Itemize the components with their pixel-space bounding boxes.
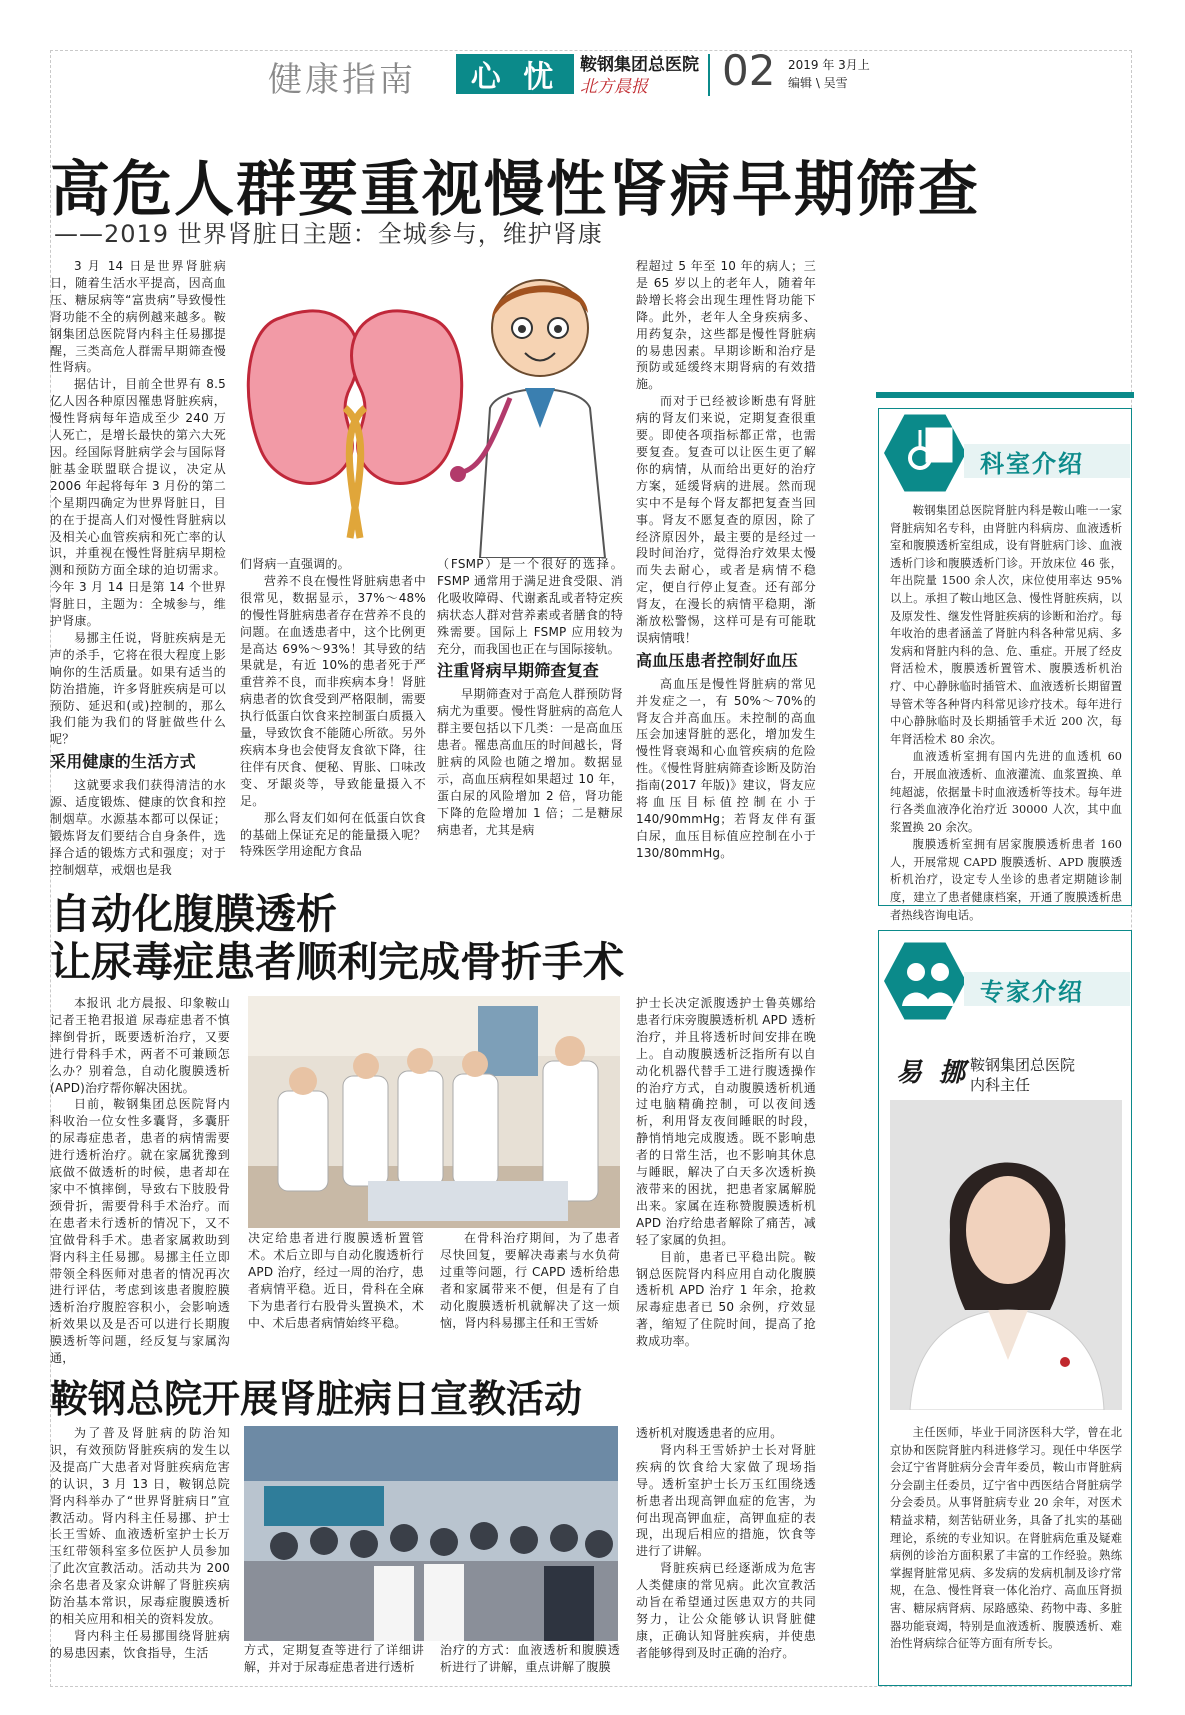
paragraph: 目前，患者已平稳出院。鞍钢总医院肾内科应用自动化腹膜透析机 APD 治疗 1 年余，抢救尿毒症患者已 50 余例，疗效显著，缩短了住院时间，提高了抢救成功率。 bbox=[636, 1249, 816, 1349]
article1-title: 高危人群要重视慢性肾病早期筛查 bbox=[50, 155, 980, 225]
subheading: 高血压患者控制好血压 bbox=[636, 650, 799, 670]
brand-logo: 心 忧 bbox=[456, 54, 574, 94]
paragraph: 们肾病一直强调的。 bbox=[240, 557, 350, 571]
expert-role: 内科主任 bbox=[970, 1076, 1031, 1094]
paragraph: 据估计，目前全世界有 8.5 亿人因各种原因罹患肾脏疾病，慢性肾病每年造成至少 240 万人死亡，是增长最快的第六大死因。经国际肾脏病学会与国际肾脏基金联盟联合提议，决定从 2006 年起将每年 3 月份的第二个星期四确定为世界肾脏日，目的在于提高人们对慢性肾脏病以及相关心血管疾病和死亡率的认识，并重视在慢性肾脏病早期检测和预防方面全球的迫切需求。今年 3 月 14 日是第 14 个世界肾脏日，主题为：全城参与，维护肾康。 bbox=[50, 377, 226, 629]
paragraph: 3 月 14 日是世界肾脏病日，随着生活水平提高，因高血压、糖尿病等“富贵病”导致慢性肾功能不全的病例越来越多。鞍钢集团总医院肾内科主任易挪提醒，三类高危人群需早期筛查慢性肾病。 bbox=[50, 259, 226, 375]
article2-col2 bbox=[248, 1230, 424, 1331]
paragraph: 血液透析室拥有国内先进的血透机 60 台，开展血液透析、血液灌流、血浆置换、单纯超滤，依据量卡时血液透析等技术。每年进行各类血液净化治疗近 30000 人次，其中血浆置换 20 余次。 bbox=[890, 750, 1122, 834]
expert-org: 鞍钢集团总医院 bbox=[970, 1056, 1076, 1074]
paragraph: 主任医师，毕业于同济医科大学，曾在北京协和医院肾脏内科进修学习。现任中华医学会辽宁省肾脏病分会青年委员，鞍山市肾脏病分会副主任委员，辽宁省中西医结合肾脏病学分会委员。从事肾脏病专业 20 余年，对医术精益求精，刻苦钻研业务，具备了扎实的基础理论，系统的专业知识。在肾脏病危重及疑难病例的诊治方面积累了丰富的工作经验。熟练掌握肾脏常见病、多发病的发病机制及诊疗常规，在急、慢性肾衰一体化治疗、高血压肾损害、糖尿病肾病、尿路感染、药物中毒、多脏器功能衰竭，特别是血液透析、腹膜透析、难治性肾病综合征等方面有所专长。 bbox=[890, 1426, 1122, 1651]
article3-col1 bbox=[50, 1425, 230, 1662]
paragraph: 腹膜透析室拥有居家腹膜透析患者 160 人，开展常规 CAPD 腹膜透析、APD 腹膜透析机治疗，设定专人坐诊的患者定期随诊制度，建立了患者健康档案，开通了腹膜透析患者热线咨询电话。 bbox=[890, 838, 1122, 922]
dept-intro bbox=[890, 502, 1122, 924]
article1-col3 bbox=[437, 556, 623, 839]
sidebar-top-rule bbox=[876, 392, 1134, 398]
article3-col2 bbox=[244, 1642, 424, 1676]
expert-portrait bbox=[890, 1100, 1122, 1410]
article2-title bbox=[50, 890, 624, 986]
paragraph: 在骨科治疗期间，为了患者尽快回复，要解决毒素与水负荷过重等问题，行 CAPD 透析给患者和家属带来不便，但是有了自动化腹膜透析机就解决了这一烦恼，肾内科易挪主任和王雪娇 bbox=[440, 1231, 620, 1330]
paragraph: 肾内科王雪娇护士长对肾脏疾病的饮食给大家做了现场指导。透析室护士长万玉红围绕透析患者出现高钾血症的危害，为何出现高钾血症，高钾血症的表现，出现后相应的措施，饮食等进行了讲解。 bbox=[636, 1442, 816, 1559]
paragraph: 决定给患者进行腹膜透析置管术。术后立即与自动化腹透析行 APD 治疗，经过一周的治疗，患者病情平稳。近日，骨科在全麻下为患者行右股骨头置换术，术中、术后患者病情始终平稳。 bbox=[248, 1231, 424, 1330]
paragraph: 肾内科主任易挪围绕肾脏病的易患因素，饮食指导，生活 bbox=[50, 1628, 230, 1660]
article1-col2 bbox=[240, 556, 426, 860]
expert-bio bbox=[890, 1424, 1122, 1653]
paragraph: 本报讯 北方晨报、印象鞍山记者王艳君报道 尿毒症患者不慎摔倒骨折，既要透析治疗，又要进行骨科手术，两者不可兼顾怎么办？别着急，自动化腹膜透析(APD)治疗帮你解决困扰。 bbox=[50, 996, 230, 1095]
paper-name: 北方晨报 bbox=[580, 77, 648, 97]
paragraph: 高血压是慢性肾脏病的常见并发症之一，有 50%～70%的肾友合并高血压。未控制的高血压会加速肾脏的恶化，增加发生慢性肾衰竭和心血管疾病的危险性。《慢性肾脏病筛查诊断及防治指南(2017 年版)》建议，肾友应将血压目标值控制在小于 140/90mmHg；若肾友伴有蛋白尿，血压目标值应控制在小于 130/80mmHg。 bbox=[636, 676, 816, 860]
editor-credit: 编辑 \ 吴雪 bbox=[788, 76, 848, 90]
subheading: 注重肾病早期筛查复查 bbox=[437, 661, 600, 681]
paragraph: 那么肾友们如何在低蛋白饮食的基础上保证充足的能量摄入呢？特殊医学用途配方食品 bbox=[240, 810, 426, 859]
page-number: 02 bbox=[722, 46, 776, 95]
paragraph: 日前，鞍钢集团总医院肾内科收治一位女性多囊肾，多囊肝的尿毒症患者，患者的病情需要进行透析治疗。就在家属犹豫到底做不做透析的时候，患者却在家中不慎摔倒，导致右下肢股骨颈骨折，需要骨科手术治疗。而在患者未行透析的情况下，又不宜做骨科手术。患者家属救助到肾内科主任易挪。易挪主任立即带领全科医师对患者的情况再次进行评估，考虑到该患者腹腔膜透析治疗腹腔容积小，会影响透析效果以及是否可以进行长期腹膜透析等问题，经反复与家属沟通， bbox=[50, 1097, 230, 1366]
paragraph: 早期筛查对于高危人群预防肾病尤为重要。慢性肾脏病的高危人群主要包括以下几类：一是高血压患者。罹患高血压的时间越长，肾脏病的风险也随之增加。数据显示，高血压病程如果超过 10 年，蛋白尿的风险增加 2 倍，肾功能下降的危险增加 1 倍；二是糖尿病患者，尤其是病 bbox=[437, 687, 623, 837]
article3-title: 鞍钢总院开展肾脏病日宣教活动 bbox=[50, 1377, 583, 1421]
article2-col3 bbox=[440, 1230, 620, 1331]
title-line: 让尿毒症患者顺利完成骨折手术 bbox=[50, 938, 624, 986]
ward-photo bbox=[248, 996, 620, 1228]
paragraph: 而对于已经被诊断患有肾脏病的肾友们来说，定期复查很重要。即使各项指标都正常，也需要复查。复查可以让医生更了解你的病情，从而给出更好的治疗方案，延缓肾病的进展。然而现实中不是每个肾友都把复查当回事。肾友不愿复查的原因，除了经济原因外，最主要的是经过一段时间治疗，觉得治疗效果太慢而失去耐心，或者是病情不稳定，便自行停止复查。还有部分肾友，在漫长的病情平稳期，渐渐放松警惕，这样可是有可能耽误病情哦！ bbox=[636, 394, 816, 645]
section-title: 健康指南 bbox=[268, 60, 416, 100]
people-icon bbox=[898, 954, 958, 1014]
title-line: 自动化腹膜透析 bbox=[50, 890, 337, 938]
article2-col1 bbox=[50, 995, 230, 1367]
article1-col1 bbox=[50, 258, 226, 879]
paragraph: 这就要求我们获得清洁的水源、适度锻炼、健康的饮食和控制烟草。水源基本都可以保证；锻炼肾友们要结合自身条件，选择合适的锻炼方式和强度；对于控制烟草，戒烟也是我 bbox=[50, 778, 226, 877]
paragraph: 为了普及肾脏病的防治知识，有效预防肾脏疾病的发生以及提高广大患者对肾脏疾病危害的认识，3 月 13 日，鞍钢总院肾内科举办了“世界肾脏病日”宣教活动。肾内科主任易挪、护士长王雪娇、血液透析室护士长万玉红带领科室多位医护人员参加了此次宣教活动。活动共为 200 余名患者及家众讲解了肾脏疾病防治基本常识，尿毒症腹膜透析的相关应用和相关的资料发放。 bbox=[50, 1426, 230, 1626]
hospital-name: 鞍钢集团总医院 bbox=[580, 55, 699, 75]
paragraph: 方式，定期复查等进行了详细讲解，并对于尿毒症患者进行透析 bbox=[244, 1643, 424, 1674]
clipboard-icon bbox=[900, 420, 960, 480]
paragraph: 营养不良在慢性肾脏病患者中很常见，数据显示，37%～48%的慢性肾脏病患者存在营养不良的问题。在血透患者中，这个比例更是高达 69%～93%！其导致的结果就是，有近 10%的患者死于严重营养不良，而非疾病本身！肾脏病患者的饮食受到严格限制，需要执行低蛋白饮食来控制蛋白质摄入量，导致饮食不能随心所欲。另外疾病本身也会使肾友食欲下降，往往伴有厌食、便秘、胃胀、口味改变、牙龈炎等，导致能量摄入不足。 bbox=[240, 573, 426, 808]
article1-col4 bbox=[636, 258, 816, 862]
paragraph: 肾脏疾病已经逐渐成为危害人类健康的常见病。此次宣教活动旨在希望通过医患双方的共同努力，让公众能够认识肾脏健康，正确认知肾脏疾病，并使患者能够得到及时正确的治疗。 bbox=[636, 1561, 816, 1660]
paragraph: 程超过 5 年至 10 年的病人；三是 65 岁以上的老年人，随着年龄增长将会出现生理性肾功能下降。此外，老年人全身疾病多、用药复杂，这些都是慢性肾脏病的易患因素。早期诊断和治疗是预防或延缓终末期肾病的有效措施。 bbox=[636, 259, 816, 392]
dept-title: 科室介绍 bbox=[980, 449, 1084, 478]
paragraph: 护士长决定派腹透护士鲁英娜给患者行床旁腹膜透析机 APD 透析治疗，并且将透析时间安排在晚上。自动腹膜透析泛指所有以自动化机器代替手工进行腹透操作的治疗方式，自动腹膜透析机通过电脑精确控制，可以夜间透析，利用肾友夜间睡眠的时段，静悄悄地完成腹透。既不影响患者的日常生活，也不影响其休息与睡眠，解决了白天多次透析换液带来的困扰，把患者家属解脱出来。家属在连称赞腹膜透析机 APD 治疗给患者解除了痛苦，减轻了家属的负担。 bbox=[636, 996, 816, 1247]
paragraph: 易挪主任说，肾脏疾病是无声的杀手，它将在很大程度上影响你的生活质量。如果有适当的防治措施，许多肾脏疾病是可以预防、延迟和(或)控制的，那么我们能为我们的肾脏做些什么呢？ bbox=[50, 630, 226, 747]
article2-col4 bbox=[636, 995, 816, 1350]
expert-name: 易 挪 bbox=[896, 1058, 970, 1088]
article1-subtitle: ——2019 世界肾脏日主题：全城参与，维护肾康 bbox=[54, 220, 603, 248]
kidney-doctor-illustration bbox=[240, 258, 630, 558]
issue-date: 2019 年 3月上 bbox=[788, 58, 870, 72]
paragraph: （FSMP）是一个很好的选择。FSMP 通常用于满足进食受限、消化吸收障碍、代谢紊乱或者特定疾病状态人群对营养素或者膳食的特殊需要。国际上 FSMP 应用较为充分，而我国也正在与国际接轨。 bbox=[437, 557, 623, 656]
masthead-divider bbox=[708, 54, 710, 96]
paragraph: 鞍钢集团总医院肾脏内科是鞍山唯一一家肾脏病知名专科，由肾脏内科病房、血液透析室和腹膜透析室组成，设有肾脏病门诊、血液透析门诊和腹膜透析门诊。开放床位 46 张，年出院量 1500 余人次，床位使用率达 95%以上。承担了鞍山地区急、慢性肾脏疾病，以及原发性、继发性肾脏疾病的诊断和治疗。每年收治的患者涵盖了肾脏内科各种常见病、多发病和肾脏内科的急、危、重症。开展了经皮肾活检术，腹膜透析置管术、腹膜透析机治疗、中心静脉临时插管术、血液透析长期留置导管术等各种肾内科常见诊疗技术。每年进行中心静脉临时及长期插管手术近 200 次，每年肾活检术 80 余次。 bbox=[890, 504, 1122, 746]
article3-col4 bbox=[636, 1425, 816, 1662]
event-photo bbox=[244, 1426, 618, 1641]
expert-title: 专家介绍 bbox=[980, 977, 1084, 1006]
paragraph: 透析机对腹透患者的应用。 bbox=[636, 1426, 783, 1440]
paragraph: 治疗的方式：血液透析和腹膜透析进行了讲解，重点讲解了腹膜 bbox=[440, 1643, 620, 1674]
subheading: 采用健康的生活方式 bbox=[50, 752, 196, 772]
article3-col3 bbox=[440, 1642, 620, 1676]
